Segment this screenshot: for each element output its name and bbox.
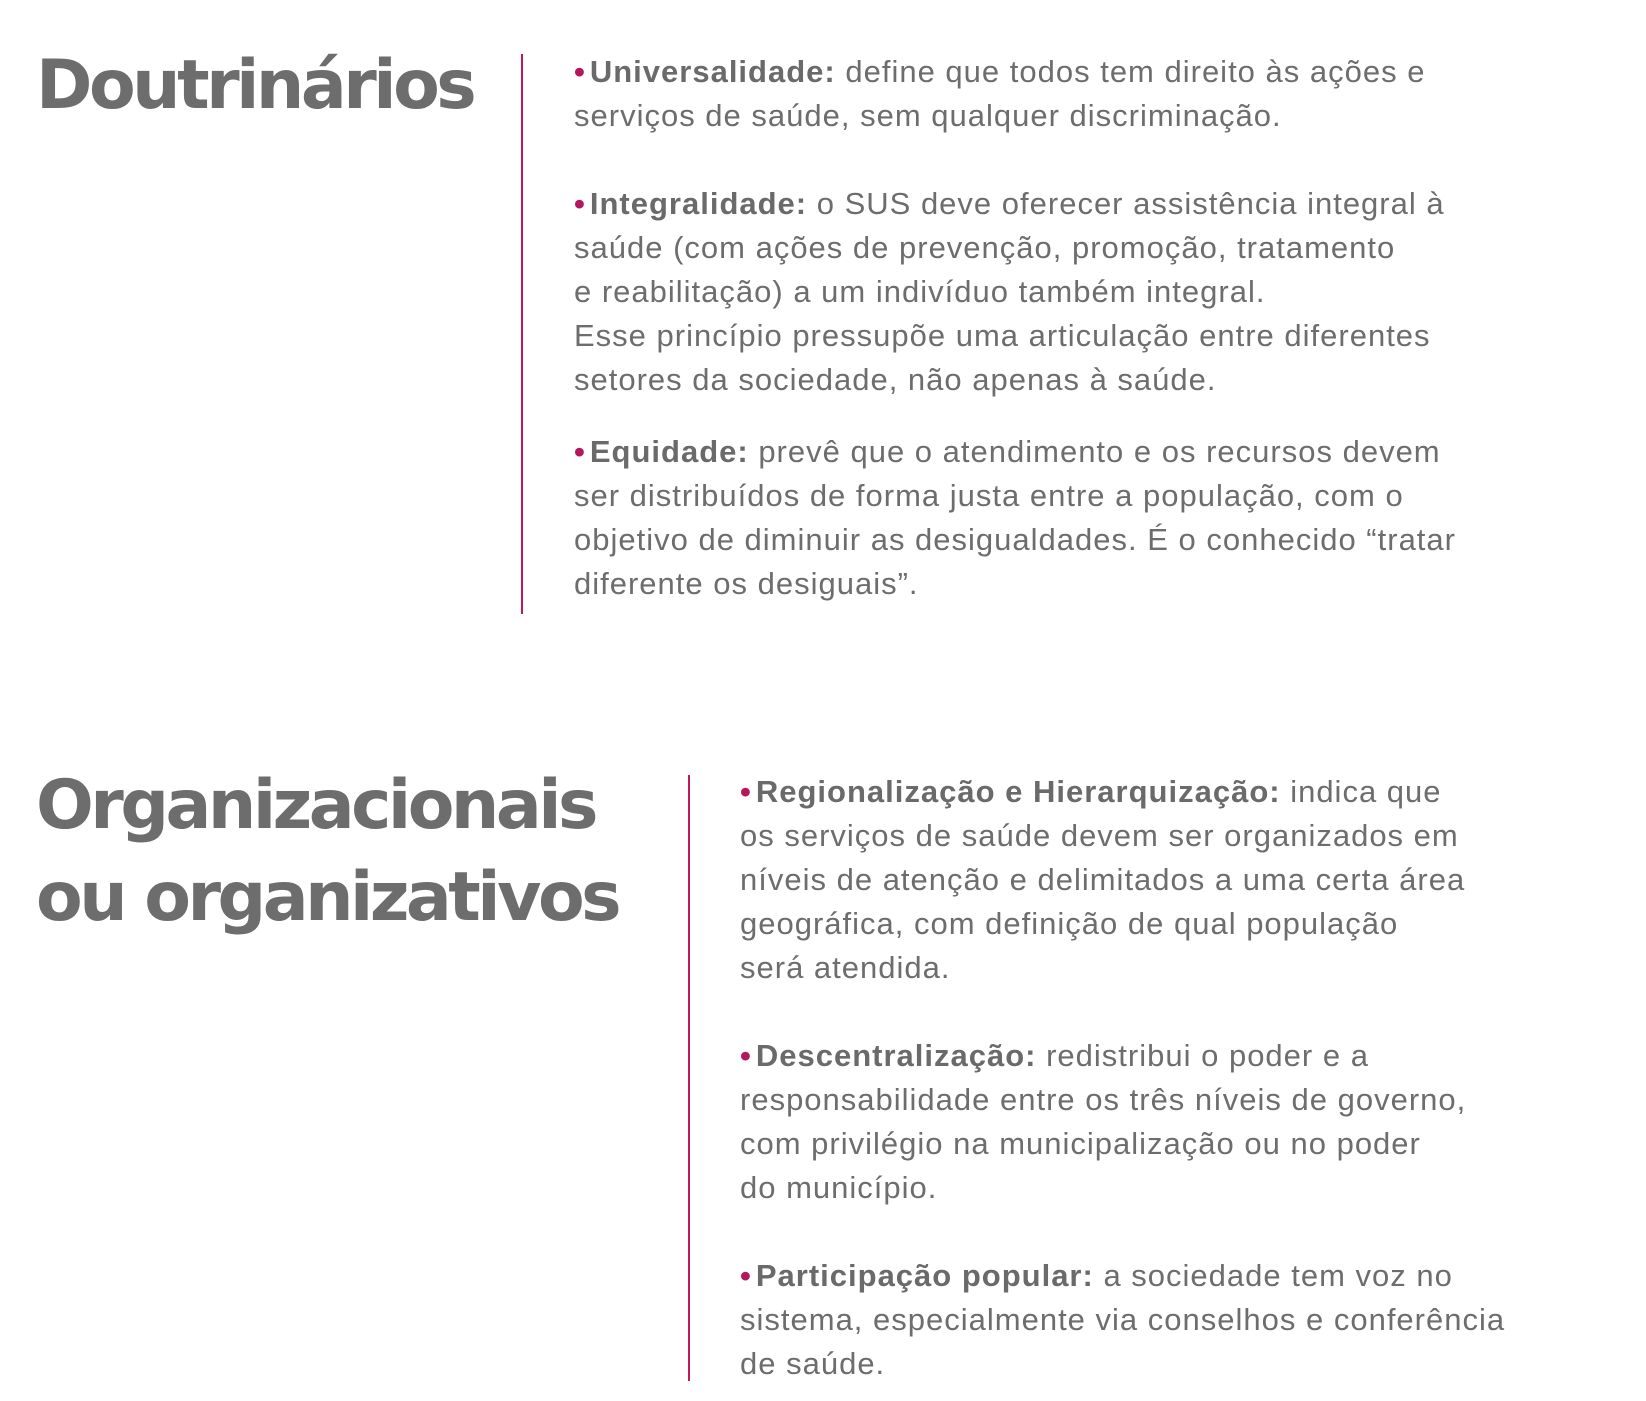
description-line: objetivo de diminuir as desigualdades. É o conhecido “tratar [574, 522, 1456, 557]
item-first-line [574, 182, 1456, 226]
principle-term: Equidade: [589, 434, 749, 469]
description-text: o SUS deve oferecer assistência integral à [807, 186, 1445, 221]
section-heading-organizacionais [36, 760, 618, 944]
description-line: ser distribuídos de forma justa entre a população, com o [574, 478, 1404, 513]
vertical-divider [688, 775, 690, 1381]
heading-line: Organizacionais [36, 766, 596, 845]
bullet-icon: • [740, 1038, 752, 1073]
principle-term: Integralidade: [589, 186, 808, 221]
description-line: níveis de atenção e delimitados a uma certa área [740, 862, 1466, 897]
description-text: indica que [1280, 774, 1442, 809]
bullet-icon: • [740, 774, 752, 809]
principle-equidade [574, 430, 1456, 606]
principle-regionalizacao-hierarquizacao [740, 770, 1505, 990]
description-line: diferente os desiguais”. [574, 566, 919, 601]
item-first-line [740, 1254, 1505, 1298]
description-text: a sociedade tem voz no [1093, 1258, 1453, 1293]
principle-integralidade [574, 182, 1456, 402]
principle-term: Universalidade: [589, 54, 836, 89]
item-first-line [574, 430, 1456, 474]
bullet-icon: • [574, 54, 586, 89]
description-line: sistema, especialmente via conselhos e conferência [740, 1302, 1506, 1337]
bullet-icon: • [574, 186, 586, 221]
item-first-line [740, 1034, 1505, 1078]
item-first-line [740, 770, 1505, 814]
description-line: do município. [740, 1170, 938, 1205]
principle-participacao-popular [740, 1254, 1505, 1386]
principle-universalidade [574, 50, 1456, 138]
principle-descentralizacao [740, 1034, 1505, 1210]
principle-term: Descentralização: [755, 1038, 1037, 1073]
description-text: prevê que o atendimento e os recursos devem [748, 434, 1441, 469]
principle-term: Participação popular: [755, 1258, 1094, 1293]
principle-term: Regionalização e Hierarquização: [755, 774, 1281, 809]
description-line: responsabilidade entre os três níveis de governo, [740, 1082, 1467, 1117]
vertical-divider [521, 54, 523, 614]
description-line: os serviços de saúde devem ser organizados em [740, 818, 1459, 853]
heading-line: Doutrinários [36, 46, 474, 125]
principles-list-organizacionais [740, 770, 1505, 1386]
bullet-icon: • [574, 434, 586, 469]
principles-list-doutrinarios [574, 50, 1456, 606]
description-line: Esse princípio pressupõe uma articulação entre diferentes [574, 318, 1431, 353]
description-text: redistribui o poder e a [1036, 1038, 1369, 1073]
item-first-line [574, 50, 1456, 94]
description-line: geográfica, com definição de qual população [740, 906, 1399, 941]
description-line: de saúde. [740, 1346, 886, 1381]
bullet-icon: • [740, 1258, 752, 1293]
description-line: com privilégio na municipalização ou no poder [740, 1126, 1421, 1161]
section-heading-doutrinarios [36, 40, 473, 132]
description-line: setores da sociedade, não apenas à saúde. [574, 362, 1217, 397]
description-line: serviços de saúde, sem qualquer discriminação. [574, 98, 1282, 133]
description-line: saúde (com ações de prevenção, promoção, tratamento [574, 230, 1396, 265]
description-line: será atendida. [740, 950, 951, 985]
description-text: define que todos tem direito às ações e [835, 54, 1426, 89]
description-line: e reabilitação) a um indivíduo também integral. [574, 274, 1266, 309]
heading-line: ou organizativos [36, 858, 619, 937]
